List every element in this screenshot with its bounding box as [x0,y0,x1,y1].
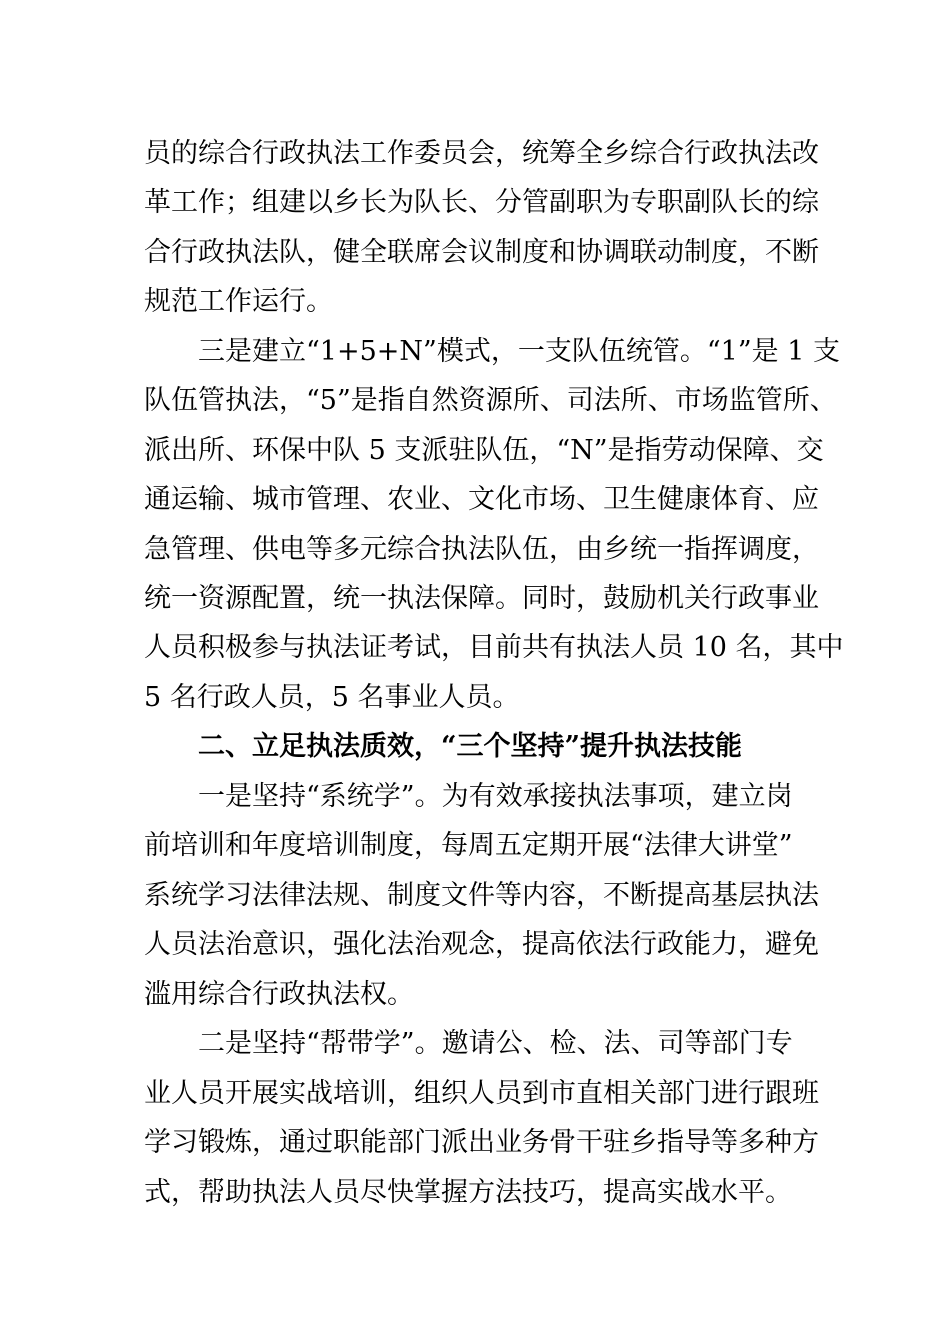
text-line-21: 学习锻炼，通过职能部门派出业务骨干驻乡指导等多种方 [144,1127,819,1158]
text-line-5: 三是建立“1+5+N”模式，一支队伍统管。“1”是 1 支 [198,336,840,367]
text-line-16: 系统学习法律法规、制度文件等内容，不断提高基层执法 [144,880,819,911]
text-line-4: 规范工作运行。 [144,286,333,317]
text-line-17: 人员法治意识，强化法治观念，提高依法行政能力，避免 [144,929,819,960]
text-line-3: 合行政执法队，健全联席会议制度和协调联动制度，不断 [144,237,819,268]
text-line-18: 滥用综合行政执法权。 [144,979,414,1010]
text-line-12: 5 名行政人员，5 名事业人员。 [144,682,520,713]
text-line-10: 统一资源配置，统一执法保障。同时，鼓励机关行政事业 [144,583,819,614]
text-line-1: 员的综合行政执法工作委员会，统筹全乡综合行政执法改 [144,138,819,169]
text-line-14: 一是坚持“系统学”。为有效承接执法事项，建立岗 [198,781,793,812]
text-line-15: 前培训和年度培训制度，每周五定期开展“法律大讲堂” [144,830,793,861]
text-line-9: 急管理、供电等多元综合执法队伍，由乡统一指挥调度， [144,534,819,565]
text-line-22: 式，帮助执法人员尽快掌握方法技巧，提高实战水平。 [144,1177,792,1208]
text-line-6: 队伍管执法，“5”是指自然资源所、司法所、市场监管所、 [144,385,837,416]
text-line-20: 业人员开展实战培训，组织人员到市直相关部门进行跟班 [144,1078,819,1109]
text-line-19: 二是坚持“帮带学”。邀请公、检、法、司等部门专 [198,1028,793,1059]
section-heading: 二、立足执法质效，“三个坚持”提升执法技能 [198,731,743,762]
text-line-2: 革工作；组建以乡长为队长、分管副职为专职副队长的综 [144,187,819,218]
text-line-11: 人员积极参与执法证考试，目前共有执法人员 10 名，其中 [144,632,844,663]
text-line-7: 派出所、环保中队 5 支派驻队伍，“N”是指劳动保障、交 [144,435,824,466]
text-line-8: 通运输、城市管理、农业、文化市场、卫生健康体育、应 [144,484,819,515]
